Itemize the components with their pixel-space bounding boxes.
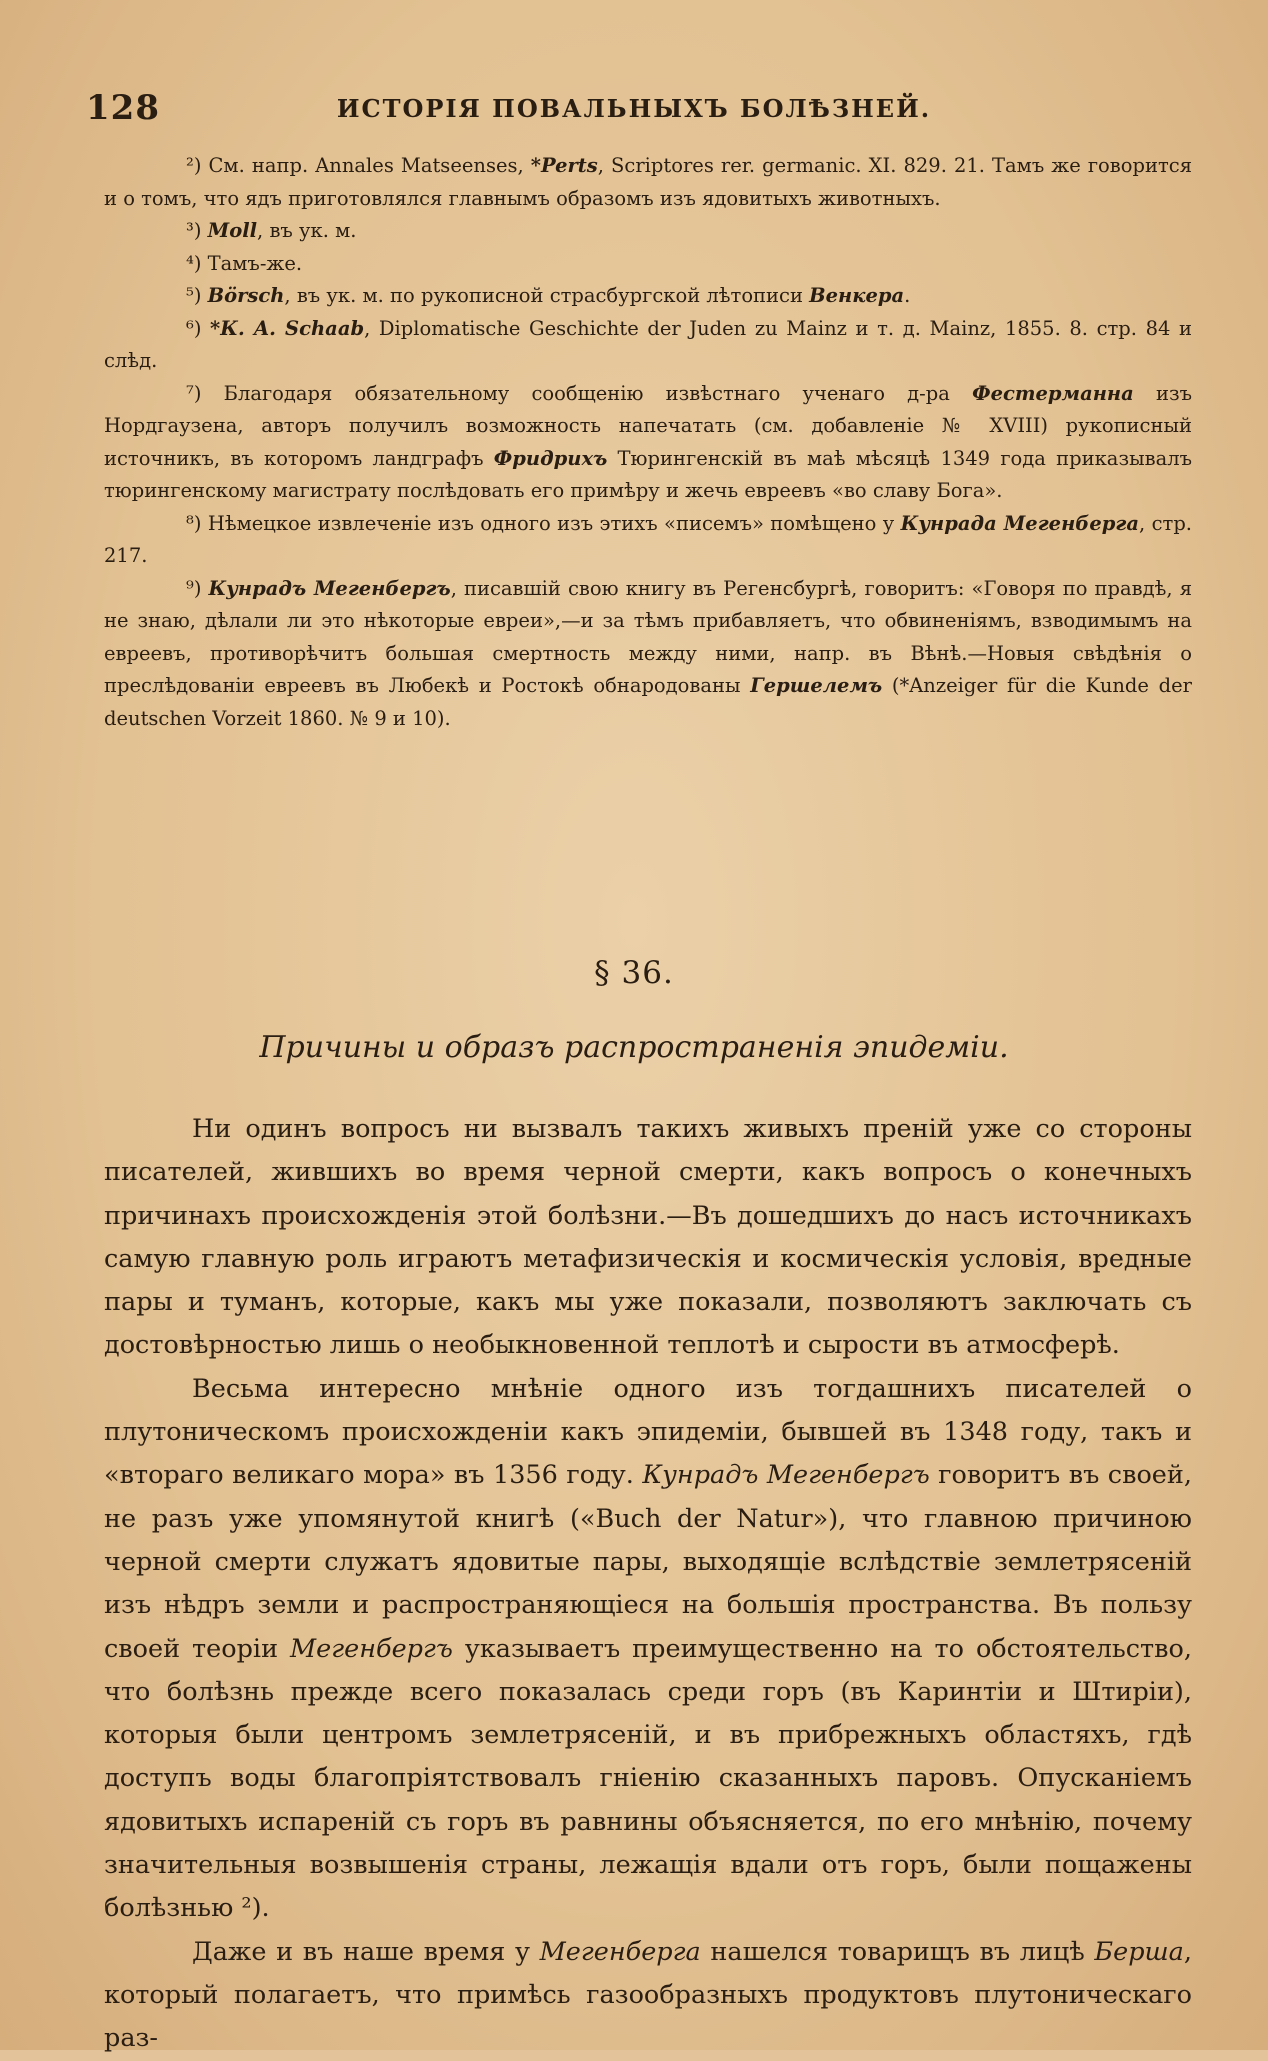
- main-text: [104, 1108, 1192, 2061]
- text-run: Нѣмецкое извлеченіе изъ одного изъ этихъ «писемъ» помѣщено у: [207, 511, 901, 535]
- text-run: .: [904, 284, 911, 307]
- footnote-mark: ⁴): [186, 251, 208, 275]
- footnote: [104, 313, 1192, 378]
- emphasized-name: Мегенбергъ: [290, 1633, 453, 1664]
- text-run: нашелся товарищъ въ лицѣ: [700, 1936, 1095, 1967]
- text-run: Тюрингенскій въ маѣ мѣсяцѣ 1349 года приказывалъ тюрингенскому магистрату послѣдовать его примѣру и жечь евреевъ «во славу Бога».: [104, 446, 1192, 502]
- text-run: изъ Нордгаузена, авторъ получилъ возможность напечатать (см. добавленіе № XVIII) рукописный источникъ, въ которомъ ландграфъ: [104, 381, 1193, 470]
- paragraph: [104, 1931, 1192, 2061]
- text-run: , стр. 217.: [104, 511, 1192, 567]
- emphasized-name: Гершелемъ: [750, 674, 883, 697]
- page-header: [86, 80, 1182, 130]
- page-number: 128: [86, 88, 160, 128]
- emphasized-name: Мегенберга: [539, 1936, 701, 1967]
- footnote-mark: ⁷): [186, 381, 224, 405]
- emphasized-name: Кунрада Мегенберга: [900, 511, 1140, 535]
- text-run: Ни одинъ вопросъ ни вызвалъ такихъ живыхъ преній уже со стороны писателей, жившихъ во время черной смерти, какъ вопросъ о конечныхъ причинахъ происхожденія этой болѣзни.—Въ дошедшихъ до насъ источникахъ самую главную роль играютъ метафизическія и космическія условія, вредные пары и туманъ, которые, какъ мы уже показали, позволяютъ заключать съ достовѣрностью лишь о необыкновенной теплотѣ и сырости въ атмосферѣ.: [104, 1114, 1192, 1361]
- emphasized-name: Moll: [207, 219, 258, 242]
- emphasized-name: *Perts: [530, 154, 598, 177]
- text-run: Благодаря обязательному сообщенію извѣстнаго ученаго д-ра: [223, 381, 973, 405]
- text-run: (*Anzeiger für die Kunde der deutschen Vorzeit 1860. № 9 и 10).: [104, 674, 1192, 730]
- emphasized-name: Кунрадъ Мегенбергъ: [642, 1460, 930, 1491]
- text-run: указываетъ преимущественно на то обстоятельство, что болѣзнь прежде всего показалась среди горъ (въ Каринтіи и Штиріи), которыя были центромъ землетрясеній, и въ прибрежныхъ областяхъ, гдѣ доступъ воды благопріятствовалъ гніенію сказанныхъ паровъ. Опусканіемъ ядовитыхъ испареній съ горъ въ равнины объясняется, по его мнѣнію, почему значительныя возвышенія страны, лежащія вдали отъ горъ, были пощажены болѣзнью ²).: [104, 1633, 1192, 1924]
- text-run: , Scriptores rer. germanic. XI. 829. 21. Тамъ же говорится и о томъ, что ядъ приготовлялся главнымъ образомъ изъ ядовитыхъ животныхъ.: [104, 154, 1192, 210]
- text-run: Весьма интересно мнѣніе одного изъ тогдашнихъ писателей о плутоническомъ происхожденіи какъ эпидеміи, бывшей въ 1348 году, такъ и «втораго великаго мора» въ 1356 году.: [104, 1373, 1192, 1491]
- paragraph: [104, 1108, 1192, 1368]
- paragraph: [104, 1368, 1192, 1931]
- footnote: [104, 508, 1192, 573]
- text-run: , который полагаетъ, что примѣсь газообразныхъ продуктовъ плутоническаго раз-: [104, 1936, 1192, 2054]
- text-run: говоритъ въ своей, не разъ уже упомянутой книгѣ («Buch der Natur»), что главною причиною черной смерти служатъ ядовитые пары, выходящіе вслѣдствіе землетрясеній изъ нѣдръ земли и распространяющіеся на большія пространства. Въ пользу своей теоріи: [104, 1460, 1192, 1664]
- emphasized-name: Börsch: [207, 284, 285, 307]
- text-run: , Diplomatische Geschichte der Juden zu Mainz и т. д. Mainz, 1855. 8. стр. 84 и слѣд.: [104, 316, 1192, 372]
- text-run: , въ ук. м. по рукописной страсбургской лѣтописи: [284, 284, 810, 307]
- footnote-mark: ⁸): [186, 511, 208, 535]
- footnotes: [104, 150, 1192, 735]
- footnote-mark: ⁹): [186, 576, 209, 600]
- footnote: [104, 280, 1192, 313]
- emphasized-name: Фестерманна: [972, 381, 1134, 405]
- emphasized-name: Венкера: [809, 284, 905, 307]
- footnote: [104, 150, 1192, 215]
- text-run: Тамъ-же.: [207, 251, 303, 275]
- footnote-mark: ⁵): [186, 284, 208, 307]
- footnote: [104, 573, 1192, 736]
- emphasized-name: Кунрадъ Мегенбергъ: [208, 576, 451, 600]
- section-number: § 36.: [594, 955, 674, 991]
- footnote-mark: ²): [186, 154, 209, 177]
- running-title: ИСТОРІЯ ПОВАЛЬНЫХЪ БОЛѢЗНЕЙ.: [336, 94, 932, 123]
- text-run: , писавшій свою книгу въ Регенсбургѣ, говоритъ: «Говоря по правдѣ, я не знаю, дѣлали ли это нѣкоторые евреи»,—и за тѣмъ прибавляетъ, что обвиненіямъ, взводимымъ на евреевъ, противорѣчитъ большая смертность между ними, напр. въ Вѣнѣ.—Новыя свѣдѣнія о преслѣдованіи евреевъ въ Любекѣ и Ростокѣ обнародованы: [104, 576, 1192, 697]
- footnote: [104, 215, 1192, 248]
- emphasized-name: Фридрихъ: [493, 446, 608, 470]
- emphasized-name: *К. A. Schaab: [210, 316, 365, 340]
- footnote-mark: ⁶): [186, 316, 211, 340]
- footnote: [104, 378, 1192, 508]
- footnote: [104, 248, 1192, 281]
- text-run: См. напр. Annales Matseenses,: [208, 154, 531, 177]
- footnote-mark: ³): [186, 219, 208, 242]
- text-run: Даже и въ наше время у: [192, 1936, 540, 1967]
- section-title: Причины и образъ распространенія эпидеміи.: [259, 1030, 1009, 1065]
- emphasized-name: Берша: [1094, 1936, 1184, 1967]
- text-run: , въ ук. м.: [257, 219, 357, 242]
